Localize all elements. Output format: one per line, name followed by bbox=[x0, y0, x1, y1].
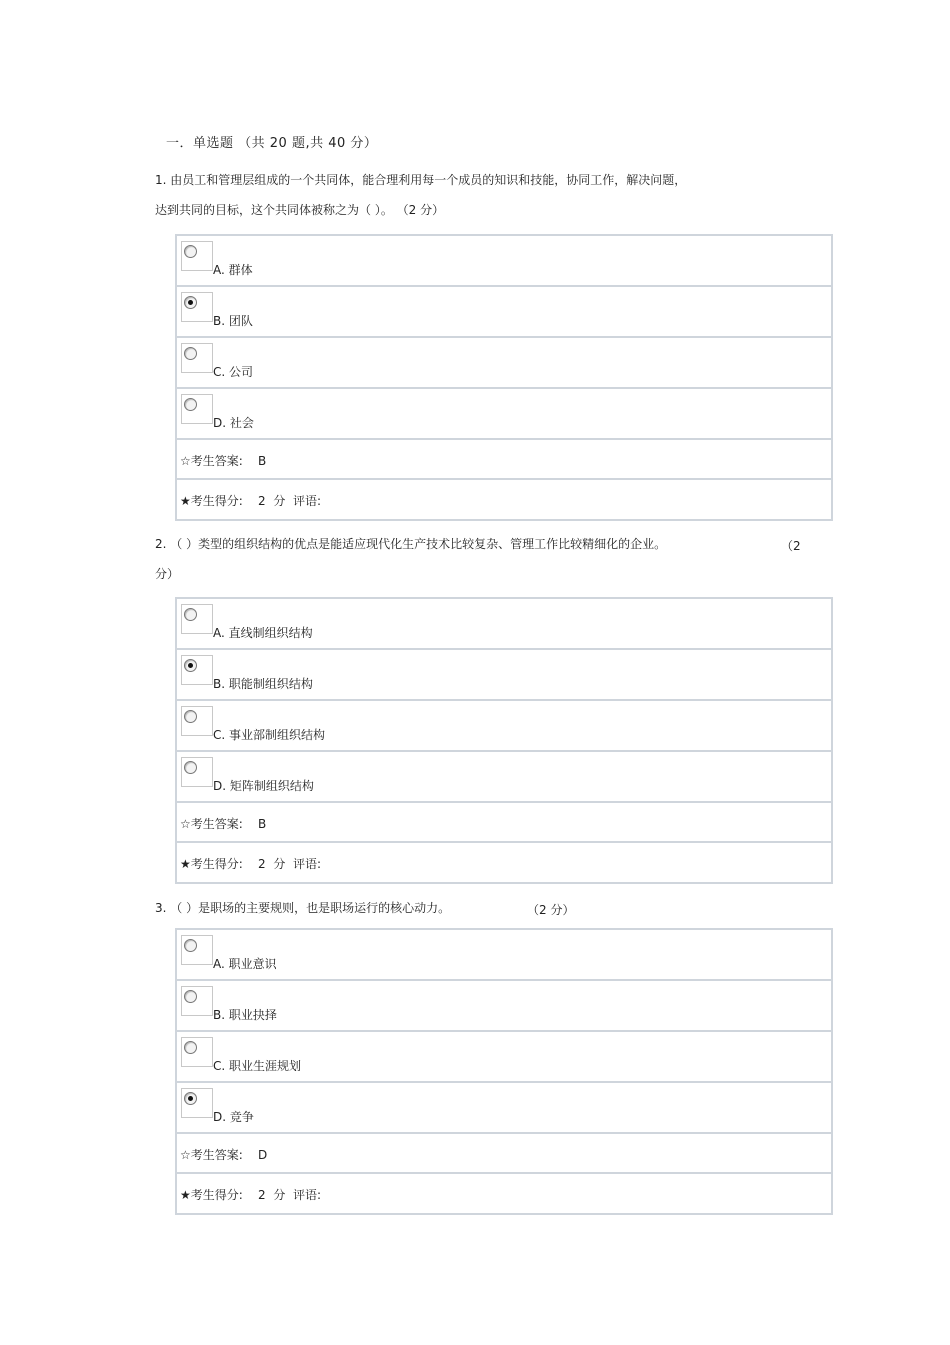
student-answer: ☆考生答案: D bbox=[180, 1148, 268, 1162]
question-2-stem bbox=[155, 529, 815, 589]
option-label: D. 矩阵制组织结构 bbox=[213, 779, 314, 793]
option-label: A. 职业意识 bbox=[213, 957, 277, 971]
radio-circle-icon bbox=[184, 608, 197, 621]
option-label: D. 社会 bbox=[213, 416, 254, 430]
option-row[interactable] bbox=[177, 981, 831, 1032]
option-row[interactable] bbox=[177, 1083, 831, 1134]
radio-button[interactable] bbox=[181, 394, 213, 424]
option-label: C. 事业部制组织结构 bbox=[213, 728, 326, 742]
radio-selected-dot-icon bbox=[188, 1096, 193, 1101]
radio-circle-icon bbox=[184, 761, 197, 774]
radio-circle-icon bbox=[184, 990, 197, 1003]
option-label: A. 群体 bbox=[213, 263, 253, 277]
question-3-points: （2 分） bbox=[527, 903, 575, 917]
option-row[interactable] bbox=[177, 338, 831, 389]
score-row bbox=[177, 480, 831, 519]
question-1-box bbox=[175, 234, 833, 521]
question-3-box bbox=[175, 928, 833, 1215]
radio-circle-icon bbox=[184, 1092, 197, 1105]
option-label: B. 团队 bbox=[213, 314, 253, 328]
answer-row bbox=[177, 803, 831, 843]
radio-circle-icon bbox=[184, 398, 197, 411]
radio-button[interactable] bbox=[181, 935, 213, 965]
radio-circle-icon bbox=[184, 1041, 197, 1054]
option-label: A. 直线制组织结构 bbox=[213, 626, 313, 640]
radio-circle-icon bbox=[184, 710, 197, 723]
radio-circle-icon bbox=[184, 347, 197, 360]
section-title: 一．单选题 （共 20 题,共 40 分） bbox=[166, 136, 378, 151]
radio-circle-icon bbox=[184, 659, 197, 672]
radio-button[interactable] bbox=[181, 1088, 213, 1118]
question-3-stem-line1: 3. （ ）是职场的主要规则，也是职场运行的核心动力。 bbox=[155, 901, 451, 915]
option-row[interactable] bbox=[177, 650, 831, 701]
radio-button[interactable] bbox=[181, 757, 213, 787]
option-row[interactable] bbox=[177, 236, 831, 287]
radio-button[interactable] bbox=[181, 604, 213, 634]
radio-selected-dot-icon bbox=[188, 300, 193, 305]
option-row[interactable] bbox=[177, 599, 831, 650]
question-3-stem bbox=[155, 893, 815, 923]
question-2-stem-line2: 分） bbox=[155, 567, 180, 581]
radio-button[interactable] bbox=[181, 706, 213, 736]
option-label: D. 竞争 bbox=[213, 1110, 254, 1124]
radio-selected-dot-icon bbox=[188, 663, 193, 668]
option-row[interactable] bbox=[177, 752, 831, 803]
student-score: ★考生得分: 2 分 评语: bbox=[180, 494, 321, 508]
question-1-stem bbox=[155, 165, 815, 225]
radio-circle-icon bbox=[184, 245, 197, 258]
answer-row bbox=[177, 440, 831, 480]
option-row[interactable] bbox=[177, 1032, 831, 1083]
student-score: ★考生得分: 2 分 评语: bbox=[180, 857, 321, 871]
score-row bbox=[177, 843, 831, 882]
student-answer: ☆考生答案: B bbox=[180, 454, 267, 468]
student-score: ★考生得分: 2 分 评语: bbox=[180, 1188, 321, 1202]
answer-row bbox=[177, 1134, 831, 1174]
option-label: C. 职业生涯规划 bbox=[213, 1059, 302, 1073]
radio-button[interactable] bbox=[181, 655, 213, 685]
question-2-points: （2 bbox=[781, 539, 801, 553]
option-label: B. 职能制组织结构 bbox=[213, 677, 313, 691]
radio-button[interactable] bbox=[181, 343, 213, 373]
option-row[interactable] bbox=[177, 701, 831, 752]
radio-circle-icon bbox=[184, 296, 197, 309]
radio-button[interactable] bbox=[181, 1037, 213, 1067]
radio-button[interactable] bbox=[181, 241, 213, 271]
score-row bbox=[177, 1174, 831, 1213]
option-label: C. 公司 bbox=[213, 365, 254, 379]
option-label: B. 职业抉择 bbox=[213, 1008, 277, 1022]
question-1-stem-line1: 1. 由员工和管理层组成的一个共同体，能合理利用每一个成员的知识和技能，协同工作，解决问题， bbox=[155, 173, 687, 187]
option-row[interactable] bbox=[177, 287, 831, 338]
student-answer: ☆考生答案: B bbox=[180, 817, 267, 831]
question-1-stem-line2: 达到共同的目标，这个共同体被称之为（ ）。 （2 分） bbox=[155, 203, 445, 217]
radio-button[interactable] bbox=[181, 986, 213, 1016]
radio-circle-icon bbox=[184, 939, 197, 952]
option-row[interactable] bbox=[177, 930, 831, 981]
question-2-stem-line1: 2. （ ）类型的组织结构的优点是能适应现代化生产技术比较复杂、管理工作比较精细化的企业。 bbox=[155, 537, 667, 551]
question-2-box bbox=[175, 597, 833, 884]
option-row[interactable] bbox=[177, 389, 831, 440]
radio-button[interactable] bbox=[181, 292, 213, 322]
